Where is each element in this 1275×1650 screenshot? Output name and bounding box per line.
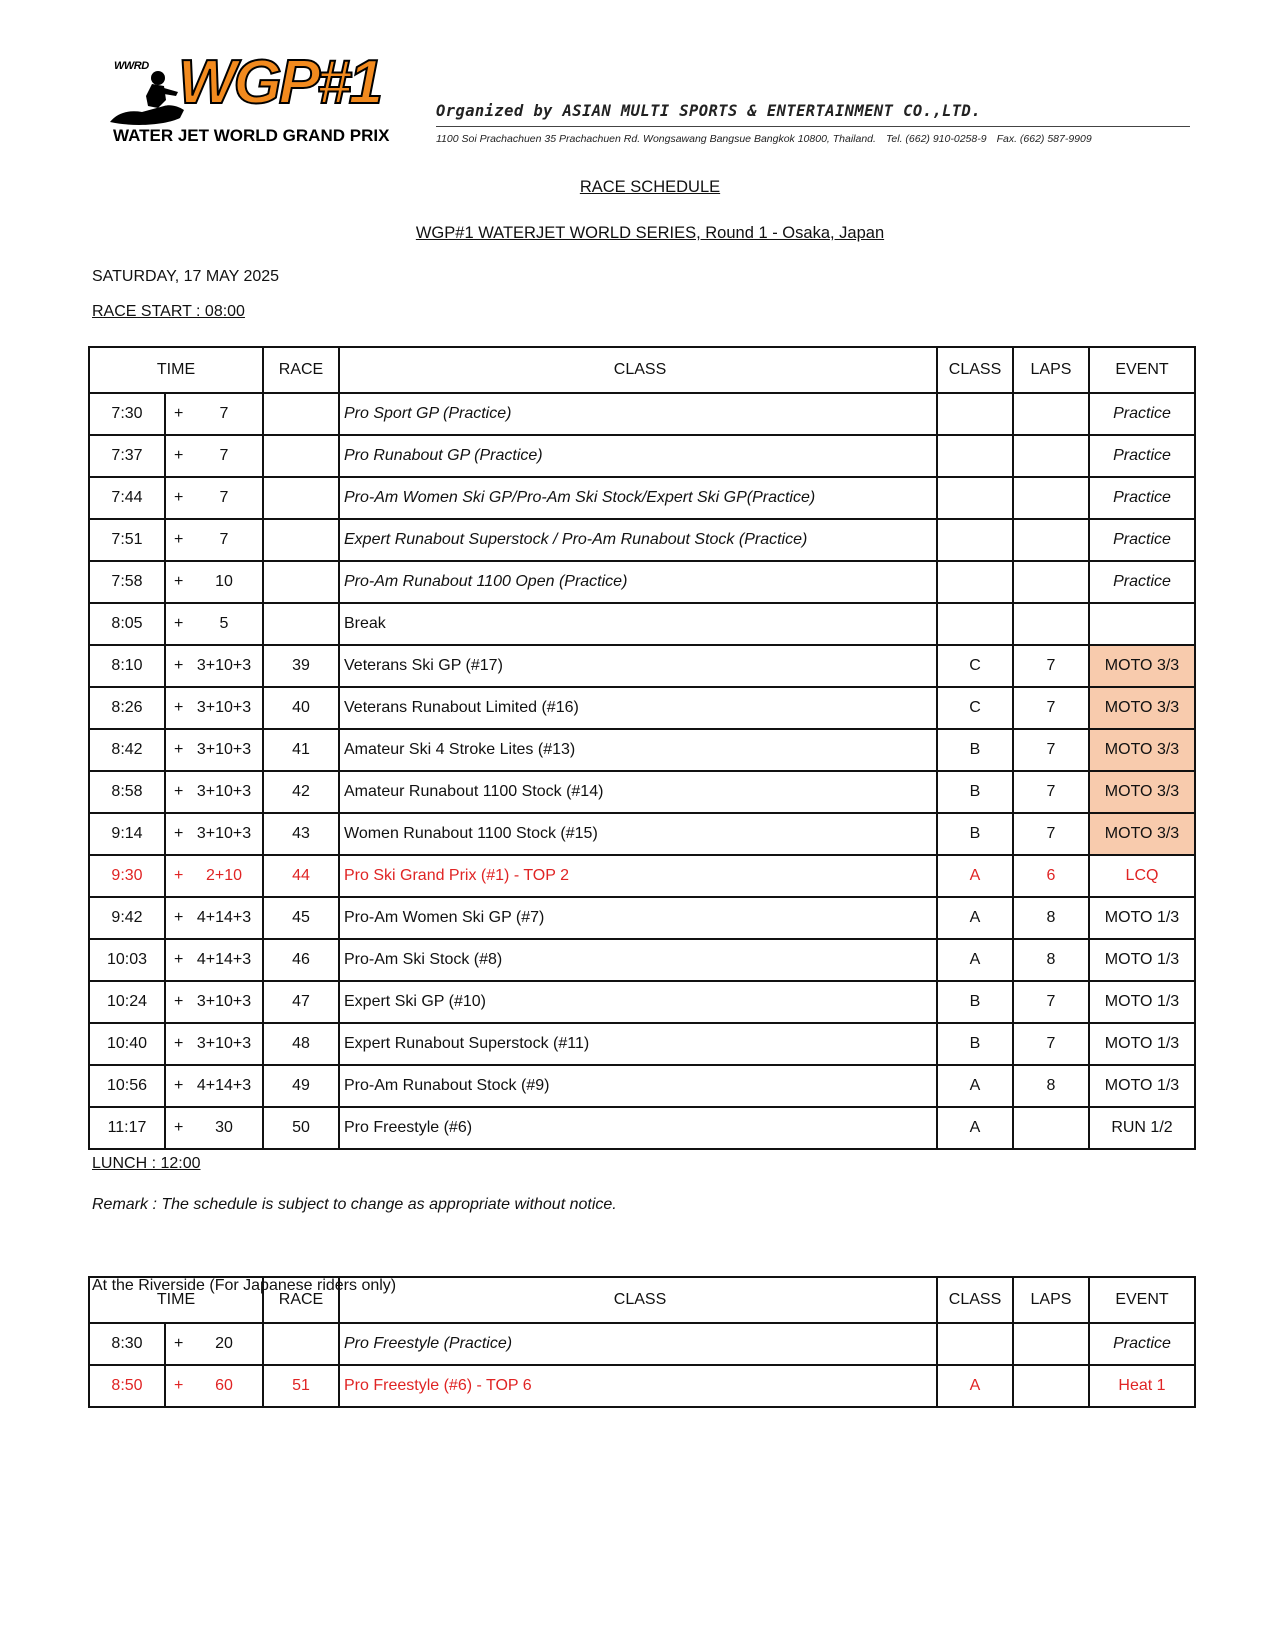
row-class: B	[937, 981, 1013, 1023]
row-class-name: Pro Sport GP (Practice)	[339, 393, 937, 435]
row-race: 40	[263, 687, 339, 729]
row-duration	[165, 519, 263, 561]
row-duration-value: 3+10+3	[196, 993, 252, 1010]
row-laps: 8	[1013, 939, 1089, 981]
row-duration-value: 60	[215, 1377, 233, 1394]
row-event: MOTO 3/3	[1089, 813, 1195, 855]
plus-sign: +	[174, 951, 184, 968]
plus-sign: +	[174, 1335, 184, 1352]
row-event: Heat 1	[1089, 1365, 1195, 1407]
row-class	[937, 561, 1013, 603]
row-event: MOTO 1/3	[1089, 981, 1195, 1023]
row-time: 11:17	[89, 1107, 165, 1149]
row-class	[937, 477, 1013, 519]
row-class-name: Pro-Am Ski Stock (#8)	[339, 939, 937, 981]
row-class: A	[937, 1107, 1013, 1149]
logo-subtitle: WATER JET WORLD GRAND PRIX	[113, 126, 390, 145]
row-class-name: Pro-Am Women Ski GP (#7)	[339, 897, 937, 939]
row-race	[263, 561, 339, 603]
schedule-table	[88, 346, 1196, 1150]
row-time: 8:58	[89, 771, 165, 813]
row-event	[1089, 603, 1195, 645]
row-laps	[1013, 603, 1089, 645]
table-header-row	[89, 347, 1195, 393]
row-event: RUN 1/2	[1089, 1107, 1195, 1149]
col-laps-header: LAPS	[1013, 347, 1089, 393]
table-row	[89, 519, 1195, 561]
plus-sign: +	[174, 699, 184, 716]
row-class	[937, 519, 1013, 561]
row-duration	[165, 477, 263, 519]
row-time: 8:26	[89, 687, 165, 729]
plus-sign: +	[174, 405, 184, 422]
row-laps	[1013, 435, 1089, 477]
row-time: 8:30	[89, 1323, 165, 1365]
row-race: 44	[263, 855, 339, 897]
row-laps: 6	[1013, 855, 1089, 897]
col-event-header: EVENT	[1089, 1277, 1195, 1323]
row-class	[937, 1323, 1013, 1365]
table-row	[89, 1107, 1195, 1149]
row-duration-value: 3+10+3	[196, 699, 252, 716]
row-duration-value: 30	[215, 1119, 233, 1136]
row-laps	[1013, 519, 1089, 561]
row-event: MOTO 1/3	[1089, 1065, 1195, 1107]
row-class: A	[937, 1065, 1013, 1107]
table-row	[89, 939, 1195, 981]
row-time: 7:44	[89, 477, 165, 519]
schedule-date: SATURDAY, 17 MAY 2025	[92, 268, 280, 285]
row-race: 46	[263, 939, 339, 981]
row-event: LCQ	[1089, 855, 1195, 897]
row-laps	[1013, 393, 1089, 435]
plus-sign: +	[174, 615, 184, 632]
row-class: C	[937, 687, 1013, 729]
row-race: 43	[263, 813, 339, 855]
table-row	[89, 477, 1195, 519]
row-duration-value: 3+10+3	[196, 657, 252, 674]
row-duration	[165, 393, 263, 435]
row-class-name: Pro Ski Grand Prix (#1) - TOP 2	[339, 855, 937, 897]
plus-sign: +	[174, 1077, 184, 1094]
row-class-name: Veterans Ski GP (#17)	[339, 645, 937, 687]
plus-sign: +	[174, 447, 184, 464]
row-laps	[1013, 1323, 1089, 1365]
row-laps: 7	[1013, 687, 1089, 729]
row-class	[937, 393, 1013, 435]
plus-sign: +	[174, 741, 184, 758]
row-class	[937, 435, 1013, 477]
logo-wordmark: WGP#1	[178, 48, 381, 117]
row-class-name: Expert Runabout Superstock / Pro-Am Runabout Stock (Practice)	[339, 519, 937, 561]
col-time-header: TIME	[89, 1277, 263, 1323]
row-laps: 7	[1013, 813, 1089, 855]
row-duration	[165, 435, 263, 477]
row-class-name: Veterans Runabout Limited (#16)	[339, 687, 937, 729]
row-duration	[165, 1023, 263, 1065]
row-laps: 7	[1013, 981, 1089, 1023]
plus-sign: +	[174, 489, 184, 506]
row-duration	[165, 1323, 263, 1365]
row-event: MOTO 1/3	[1089, 939, 1195, 981]
plus-sign: +	[174, 993, 184, 1010]
row-duration-value: 3+10+3	[196, 783, 252, 800]
table-row	[89, 687, 1195, 729]
row-class: A	[937, 1365, 1013, 1407]
row-duration-value: 3+10+3	[196, 741, 252, 758]
row-class: B	[937, 729, 1013, 771]
table-row	[89, 435, 1195, 477]
row-race	[263, 435, 339, 477]
plus-sign: +	[174, 1377, 184, 1394]
plus-sign: +	[174, 1035, 184, 1052]
row-duration-value: 7	[219, 489, 229, 506]
row-event: MOTO 3/3	[1089, 729, 1195, 771]
plus-sign: +	[174, 783, 184, 800]
row-race	[263, 603, 339, 645]
row-time: 10:03	[89, 939, 165, 981]
row-duration	[165, 897, 263, 939]
table-row	[89, 1023, 1195, 1065]
row-time: 7:51	[89, 519, 165, 561]
col-race-header: RACE	[263, 1277, 339, 1323]
row-time: 7:58	[89, 561, 165, 603]
row-event: MOTO 3/3	[1089, 687, 1195, 729]
row-time: 7:30	[89, 393, 165, 435]
table-row	[89, 645, 1195, 687]
row-laps: 8	[1013, 897, 1089, 939]
row-event: Practice	[1089, 519, 1195, 561]
col-time-header: TIME	[89, 347, 263, 393]
row-time: 10:40	[89, 1023, 165, 1065]
row-event: Practice	[1089, 477, 1195, 519]
row-class-name: Expert Ski GP (#10)	[339, 981, 937, 1023]
row-duration-value: 2+10	[205, 867, 243, 884]
row-class-name: Pro-Am Runabout 1100 Open (Practice)	[339, 561, 937, 603]
row-duration-value: 3+10+3	[196, 825, 252, 842]
col-class-name-header: CLASS	[339, 347, 937, 393]
col-class-header: CLASS	[937, 1277, 1013, 1323]
col-race-header: RACE	[263, 347, 339, 393]
plus-sign: +	[174, 1119, 184, 1136]
row-race	[263, 393, 339, 435]
row-time: 7:37	[89, 435, 165, 477]
row-class-name: Pro Freestyle (Practice)	[339, 1323, 937, 1365]
row-class: A	[937, 855, 1013, 897]
page-subtitle: WGP#1 WATERJET WORLD SERIES, Round 1 - Osaka, Japan	[415, 224, 885, 242]
row-race: 49	[263, 1065, 339, 1107]
row-duration-value: 20	[215, 1335, 233, 1352]
table-row	[89, 393, 1195, 435]
table-row	[89, 1365, 1195, 1407]
race-start: RACE START : 08:00	[92, 303, 245, 320]
row-time: 10:56	[89, 1065, 165, 1107]
row-laps	[1013, 477, 1089, 519]
row-event: Practice	[1089, 1323, 1195, 1365]
row-event: MOTO 1/3	[1089, 1023, 1195, 1065]
row-class-name: Women Runabout 1100 Stock (#15)	[339, 813, 937, 855]
row-duration	[165, 561, 263, 603]
row-duration-value: 4+14+3	[196, 1077, 252, 1094]
row-race	[263, 1323, 339, 1365]
table-row	[89, 981, 1195, 1023]
row-duration-value: 10	[215, 573, 233, 590]
plus-sign: +	[174, 909, 184, 926]
row-duration-value: 7	[219, 405, 229, 422]
row-laps: 7	[1013, 1023, 1089, 1065]
row-laps: 8	[1013, 1065, 1089, 1107]
row-class: B	[937, 771, 1013, 813]
row-class	[937, 603, 1013, 645]
row-duration	[165, 687, 263, 729]
table-row	[89, 1065, 1195, 1107]
row-duration	[165, 981, 263, 1023]
row-time: 8:05	[89, 603, 165, 645]
row-class-name: Amateur Runabout 1100 Stock (#14)	[339, 771, 937, 813]
row-event: Practice	[1089, 393, 1195, 435]
row-duration	[165, 603, 263, 645]
col-class-header: CLASS	[937, 347, 1013, 393]
row-race: 51	[263, 1365, 339, 1407]
remark-note: Remark : The schedule is subject to change as appropriate without notice.	[92, 1196, 617, 1213]
page-title: RACE SCHEDULE	[579, 178, 721, 196]
row-duration	[165, 645, 263, 687]
row-duration	[165, 771, 263, 813]
row-time: 10:24	[89, 981, 165, 1023]
table-row	[89, 603, 1195, 645]
row-duration-value: 7	[219, 531, 229, 548]
plus-sign: +	[174, 867, 184, 884]
row-race	[263, 519, 339, 561]
row-time: 9:30	[89, 855, 165, 897]
row-duration	[165, 1107, 263, 1149]
row-duration	[165, 813, 263, 855]
row-duration-value: 3+10+3	[196, 1035, 252, 1052]
row-class-name: Pro Freestyle (#6)	[339, 1107, 937, 1149]
row-laps	[1013, 1107, 1089, 1149]
row-race: 42	[263, 771, 339, 813]
row-class: B	[937, 1023, 1013, 1065]
col-event-header: EVENT	[1089, 347, 1195, 393]
wgp-logo	[108, 48, 408, 146]
row-duration	[165, 855, 263, 897]
organizer-line: Organized by ASIAN MULTI SPORTS & ENTERTAINMENT CO.,LTD.	[436, 102, 981, 120]
row-duration-value: 5	[219, 615, 229, 632]
row-event: Practice	[1089, 435, 1195, 477]
row-class: C	[937, 645, 1013, 687]
row-laps	[1013, 561, 1089, 603]
table-row	[89, 561, 1195, 603]
row-duration-value: 4+14+3	[196, 951, 252, 968]
row-class-name: Pro-Am Runabout Stock (#9)	[339, 1065, 937, 1107]
row-event: MOTO 3/3	[1089, 645, 1195, 687]
logo-tag: WWRD	[114, 60, 149, 72]
plus-sign: +	[174, 573, 184, 590]
table-row	[89, 729, 1195, 771]
row-duration-value: 4+14+3	[196, 909, 252, 926]
row-laps: 7	[1013, 729, 1089, 771]
row-race	[263, 477, 339, 519]
row-laps	[1013, 1365, 1089, 1407]
riverside-title: At the Riverside (For Japanese riders only)	[92, 1277, 397, 1294]
col-class-name-header: CLASS	[339, 1277, 937, 1323]
table-row	[89, 1323, 1195, 1365]
table-row	[89, 897, 1195, 939]
row-class: B	[937, 813, 1013, 855]
header-divider	[436, 126, 1190, 127]
plus-sign: +	[174, 657, 184, 674]
row-race: 50	[263, 1107, 339, 1149]
lunch-time: LUNCH : 12:00	[92, 1155, 201, 1172]
plus-sign: +	[174, 825, 184, 842]
row-class: A	[937, 939, 1013, 981]
row-duration	[165, 1365, 263, 1407]
jet-ski-rider-icon	[108, 66, 188, 130]
row-time: 8:10	[89, 645, 165, 687]
table-header-row	[89, 1277, 1195, 1323]
row-event: MOTO 1/3	[1089, 897, 1195, 939]
row-time: 8:50	[89, 1365, 165, 1407]
row-class-name: Expert Runabout Superstock (#11)	[339, 1023, 937, 1065]
table-row	[89, 813, 1195, 855]
row-time: 9:14	[89, 813, 165, 855]
table-row	[89, 771, 1195, 813]
row-duration	[165, 939, 263, 981]
row-class-name: Pro-Am Women Ski GP/Pro-Am Ski Stock/Expert Ski GP(Practice)	[339, 477, 937, 519]
table-row	[89, 855, 1195, 897]
col-laps-header: LAPS	[1013, 1277, 1089, 1323]
row-class: A	[937, 897, 1013, 939]
row-time: 8:42	[89, 729, 165, 771]
row-duration	[165, 1065, 263, 1107]
row-class-name: Pro Freestyle (#6) - TOP 6	[339, 1365, 937, 1407]
row-event: Practice	[1089, 561, 1195, 603]
row-laps: 7	[1013, 645, 1089, 687]
row-event: MOTO 3/3	[1089, 771, 1195, 813]
row-duration-value: 7	[219, 447, 229, 464]
row-race: 41	[263, 729, 339, 771]
row-race: 45	[263, 897, 339, 939]
row-time: 9:42	[89, 897, 165, 939]
row-class-name: Pro Runabout GP (Practice)	[339, 435, 937, 477]
row-laps: 7	[1013, 771, 1089, 813]
row-duration	[165, 729, 263, 771]
row-class-name: Break	[339, 603, 937, 645]
row-race: 39	[263, 645, 339, 687]
organizer-address: 1100 Soi Prachachuen 35 Prachachuen Rd. Wongsawang Bangsue Bangkok 10800, Thailand. Tel. (662) 910-0258-9 Fax. (662) 587-9909	[436, 133, 1092, 145]
row-race: 47	[263, 981, 339, 1023]
row-race: 48	[263, 1023, 339, 1065]
riverside-table	[88, 1276, 1196, 1408]
row-class-name: Amateur Ski 4 Stroke Lites (#13)	[339, 729, 937, 771]
plus-sign: +	[174, 531, 184, 548]
